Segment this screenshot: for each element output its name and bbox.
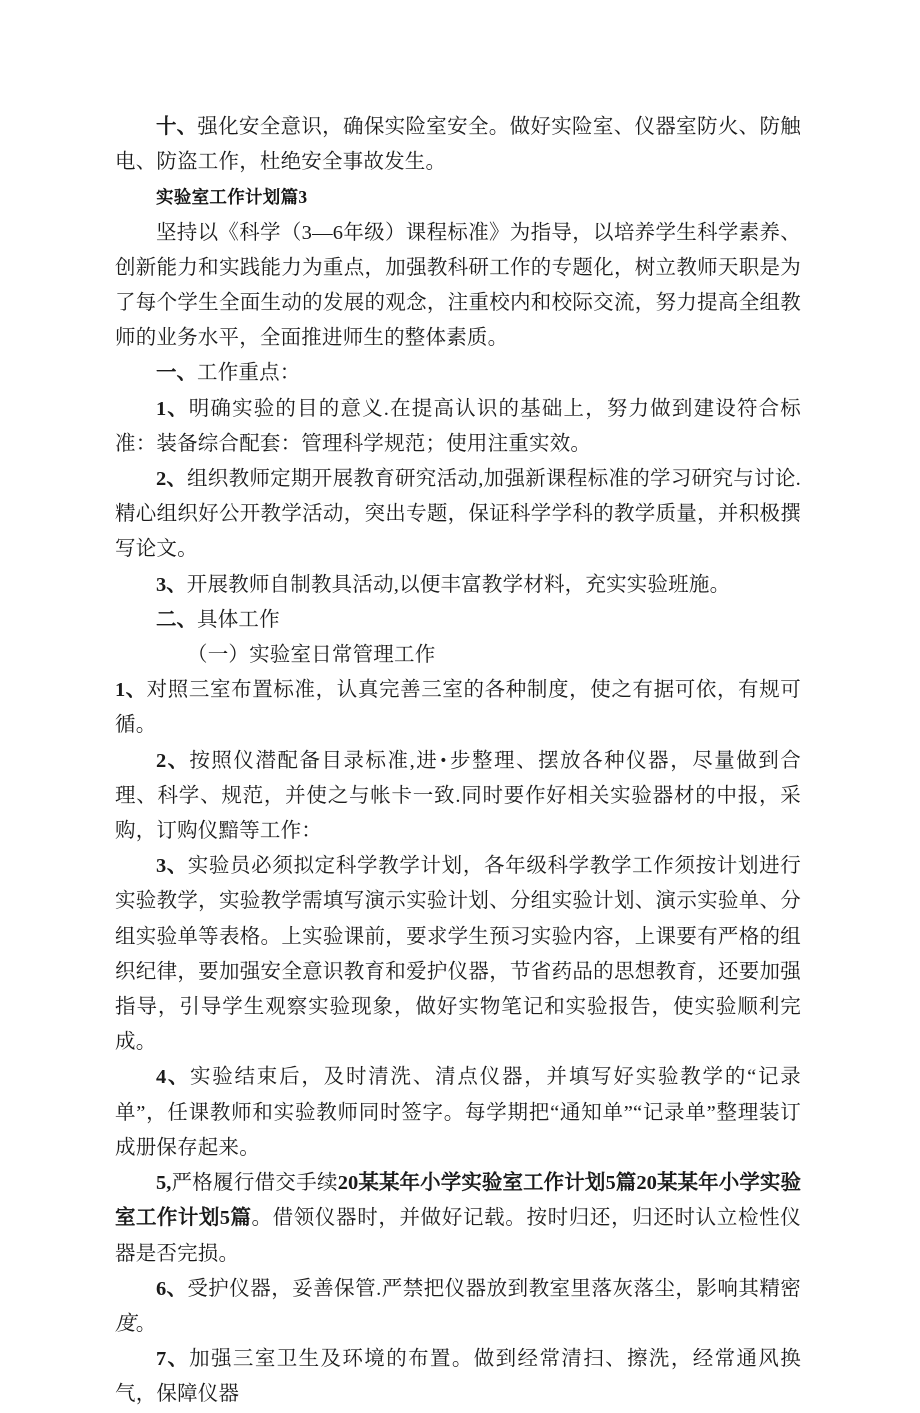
list-marker: 4、 <box>156 1066 190 1089</box>
document-text-body <box>115 110 801 1413</box>
paragraph-item-ten <box>115 110 801 180</box>
list-marker: 7、 <box>156 1348 190 1371</box>
list-marker: 2、 <box>156 749 190 772</box>
list-marker: 1、 <box>156 397 189 420</box>
paragraph-text-before-dot: 按照仪潜配备目录标准,进 <box>189 749 439 772</box>
paragraph-text-tail: 。 <box>135 1312 157 1335</box>
paragraph-two-1 <box>115 673 801 743</box>
inserted-boilerplate-text: 20某某年小学实验室工作计划5篇20某某年小学实验室工作计划5篇 <box>115 1172 801 1230</box>
paragraph-section-two-a: （一）实验室日常管理工作 <box>187 644 436 667</box>
paragraph-one-1 <box>115 392 801 462</box>
paragraph-text: 明确实验的目的意义.在提高认识的基础上，努力做到建设符合标准：装备综合配套：管理科学规范；使用注重实效。 <box>115 397 802 455</box>
paragraph-text: 强化安全意识，确保实险室安全。做好实险室、仪器室防火、防触电、防盗工作，杜绝安全事故发生。 <box>115 116 801 174</box>
paragraph-two-6 <box>115 1272 801 1342</box>
section-heading-pian3: 实验室工作计划篇3 <box>156 187 308 208</box>
paragraph-text: 实验结束后，及时清洗、清点仪器，并填写好实验教学的“记录单”，任课教师和实验教师同时签字。每学期把“通知单”“记录单”整理装订成册保存起来。 <box>115 1066 802 1159</box>
slanted-glyph: 度 <box>115 1312 136 1335</box>
stray-bullet-glyph: • <box>439 752 448 769</box>
paragraph-section-one <box>115 356 801 391</box>
paragraph-two-3 <box>115 849 801 1060</box>
paragraph-text: 工作重点： <box>197 362 301 385</box>
paragraph-two-4 <box>115 1060 801 1166</box>
list-marker: 5, <box>156 1172 172 1195</box>
list-marker: 6、 <box>156 1277 188 1300</box>
paragraph-one-2 <box>115 462 801 568</box>
paragraph-text-lead: 严格履行借交手续 <box>171 1172 338 1195</box>
paragraph-text: 加强三室卫生及环境的布置。做到经常清扫、擦洗，经常通风换气，保障仪器 <box>115 1348 801 1406</box>
list-marker: 二、 <box>156 608 197 631</box>
paragraph-text: 对照三室布置标准，认真完善三室的各种制度，使之有据可依，有规可循。 <box>115 679 802 737</box>
list-marker: 十、 <box>156 116 198 138</box>
paragraph-two-7 <box>115 1342 801 1412</box>
paragraph-intro: 坚持以《科学（3—6年级）课程标准》为指导，以培养学生科学素养、创新能力和实践能力为重点，加强教科研工作的专题化，树立教师天职是为了每个学生全面生动的发展的观念，注重校内和校际交流，努力提高全组教师的业务水平，全面推进师生的整体素质。 <box>115 221 801 350</box>
paragraph-text-after-dot: 步整理、摆放各种仪器，尽量做到合理、科学、规范，并使之与帐卡一致.同时要作好相关实验器材的中报，采购，订购仪黯等工作： <box>115 749 801 843</box>
paragraph-text: 实验员必须拟定科学教学计划，各年级科学教学工作须按计划进行实验教学，实验教学需填写演示实验计划、分组实验计划、演示实验单、分组实验单等表格。上实验课前，要求学生预习实验内容，上课要有严格的组织纪律，要加强安全意识教育和爱护仪器，节省药品的思想教育，还要加强指导，引导学生观察实验现象，做好实物笔记和实验报告，使实验顺利完成。 <box>115 855 801 1054</box>
list-marker: 3、 <box>156 573 187 596</box>
paragraph-text: 组织教师定期开展教育研究活动,加强新课程标准的学习研究与讨论.精心组织好公开教学活动，突出专题，保证科学学科的教学质量，并积极撰写论文。 <box>115 468 802 561</box>
paragraph-text-lead: 受护仪器，妥善保管.严禁把仪器放到教室里落灰落尘，影响其精密 <box>187 1277 802 1300</box>
list-marker: 2、 <box>156 468 187 491</box>
paragraph-one-3 <box>115 568 801 603</box>
paragraph-two-2 <box>115 744 801 850</box>
paragraph-two-5 <box>115 1166 801 1272</box>
paragraph-text: 具体工作 <box>197 608 280 631</box>
paragraph-text-tail: 。借领仪器时，并做好记载。按时归还，归还时认立检性仪器是否完损。 <box>115 1207 802 1265</box>
paragraph-text: 开展教师自制教具活动,以便丰富教学材料，充实实验班施。 <box>186 573 731 596</box>
list-marker: 3、 <box>156 855 188 878</box>
paragraph-section-two <box>115 603 801 638</box>
list-marker: 一、 <box>156 362 197 385</box>
list-marker: 1、 <box>115 679 147 702</box>
